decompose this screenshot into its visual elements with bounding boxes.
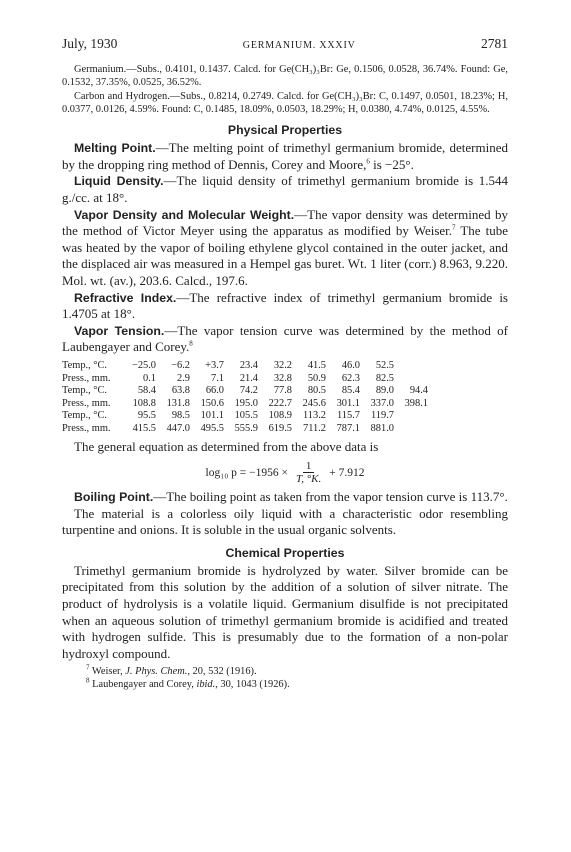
table-cell: 85.4 xyxy=(341,385,360,397)
table-cell: 447.0 xyxy=(166,422,190,434)
table-cell: 113.2 xyxy=(303,410,326,422)
footnote-ref-8: 8 xyxy=(189,339,193,348)
table-cell: 23.4 xyxy=(239,359,258,371)
footnote-8-journal: ibid. xyxy=(196,679,216,691)
table-cell xyxy=(394,423,428,436)
equation-denominator: T, °K. xyxy=(295,473,322,486)
table-cell: 222.7 xyxy=(268,397,292,409)
equation-numerator: 1 xyxy=(303,460,315,473)
table-cell: 7.1 xyxy=(211,372,224,384)
equation-fraction xyxy=(293,460,324,485)
vapor-density-paragraph xyxy=(62,207,508,290)
melting-point-paragraph xyxy=(62,140,508,173)
table-cell: 101.1 xyxy=(200,410,224,422)
table-cell: 52.5 xyxy=(375,359,394,371)
chemical-properties-text: Trimethyl germanium bromide is hydrolyzed by water. Silver bromide can be precipitated from this solution by the addition of a solution of silver nitrate. The product of hydrolysis is a volatile liquid. Germanium disulfide is not precipitated when an aqueous solution of trimethyl germanium bromide is acidified and treated with hydrogen sulfide. This is presumably due to the formation of a non-polar hydroxyl compound. xyxy=(62,562,508,661)
table-cell xyxy=(394,410,428,423)
table-cell: 62.3 xyxy=(341,372,360,384)
footnote-ref-6: 6 xyxy=(366,157,370,166)
footnote-7 xyxy=(86,665,508,678)
table-cell: 115.7 xyxy=(337,410,360,422)
table-row-label: Press., mm. xyxy=(62,422,111,434)
table-cell: 105.5 xyxy=(234,410,258,422)
table-cell: 32.2 xyxy=(273,359,292,371)
table-cell: 46.0 xyxy=(341,359,360,371)
table-cell: −6.2 xyxy=(171,359,190,371)
table-cell: 74.2 xyxy=(239,385,258,397)
equation-rhs: + 7.912 xyxy=(329,466,365,479)
melting-point-text: —The melting point of trimethyl germanium bromide, determined by the dropping ring method of Dennis, Corey and Moore, xyxy=(62,140,508,172)
vapor-density-text: —The vapor density was determined by the method of Victor Meyer using the apparatus as modified by Weiser. xyxy=(62,206,508,239)
table-cell: 108.8 xyxy=(132,397,156,409)
table-cell: 95.5 xyxy=(137,410,156,422)
vapor-tension-title: Vapor Tension. xyxy=(74,323,165,338)
table-cell: 337.0 xyxy=(370,397,394,409)
footnote-7-rest: , 20, 532 (1916). xyxy=(187,666,257,678)
table-cell: 82.5 xyxy=(375,372,394,384)
general-equation-intro: The general equation as determined from the above data is xyxy=(74,439,379,455)
table-cell: 881.0 xyxy=(370,422,394,434)
table-cell: 398.1 xyxy=(404,397,428,409)
chemical-properties-heading: Chemical Properties xyxy=(225,545,345,560)
refractive-index-paragraph xyxy=(62,290,508,323)
table-row xyxy=(62,410,428,423)
liquid-density-title: Liquid Density. xyxy=(74,174,164,189)
table-row-label: Temp., °C. xyxy=(62,385,107,397)
table-cell: 0.1 xyxy=(143,372,156,384)
table-row xyxy=(62,373,428,386)
journal-page xyxy=(62,36,508,691)
table-cell: 58.4 xyxy=(137,385,156,397)
table-cell: 32.8 xyxy=(273,372,292,384)
footnote-8-number: 8 xyxy=(86,676,90,685)
footnote-8-rest: , 30, 1043 (1926). xyxy=(215,679,290,691)
table-cell: 77.8 xyxy=(273,385,292,397)
footnotes xyxy=(62,665,508,691)
vapor-tension-table xyxy=(62,360,428,436)
table-cell: 150.6 xyxy=(200,397,224,409)
table-row xyxy=(62,360,428,373)
table-row-label: Press., mm. xyxy=(62,372,111,384)
footnote-8 xyxy=(86,678,508,691)
table-cell: 98.5 xyxy=(171,410,190,422)
table-row-label: Temp., °C. xyxy=(62,410,107,422)
physical-properties-heading: Physical Properties xyxy=(227,123,343,138)
table-cell: 119.7 xyxy=(371,410,394,422)
table-cell: 619.5 xyxy=(268,422,292,434)
table-cell: −25.0 xyxy=(131,359,156,371)
table-cell: 108.9 xyxy=(268,410,292,422)
table-cell: 555.9 xyxy=(234,422,258,434)
vapor-tension-equation xyxy=(62,460,508,485)
table-row-label: Press., mm. xyxy=(62,397,111,409)
table-cell: 301.1 xyxy=(336,397,360,409)
melting-point-value: is −25°. xyxy=(369,156,414,172)
table-cell: 21.4 xyxy=(239,372,258,384)
refractive-index-text: —The refractive index of trimethyl germanium bromide is 1.4705 at 18°. xyxy=(62,289,508,322)
footnote-7-journal: J. Phys. Chem. xyxy=(125,666,188,678)
table-cell xyxy=(394,360,428,373)
table-cell: 131.8 xyxy=(166,397,190,409)
table-cell: 89.0 xyxy=(375,385,394,397)
liquid-density-text: —The liquid density of trimethyl germanium bromide is 1.544 g./cc. at 18°. xyxy=(62,173,508,205)
table-cell: 2.9 xyxy=(177,372,190,384)
table-row xyxy=(62,398,428,411)
table-cell: 50.9 xyxy=(307,372,326,384)
material-description: The material is a colorless oily liquid with a characteristic odor resembling turpentine and onions. It is soluble in the usual organic solvents. xyxy=(62,505,508,538)
running-title: GERMANIUM. XXXIV xyxy=(242,40,356,51)
boiling-point-title: Boiling Point. xyxy=(74,490,154,505)
table-row-label: Temp., °C. xyxy=(62,359,107,371)
table-cell: 66.0 xyxy=(205,385,224,397)
germanium-analysis: Germanium.—Subs., 0.4101, 0.1437. Calcd. for Ge(CH₃)₃Br: Ge, 0.1506, 0.0528, 36.74%. Found: Ge, 0.1532, 37.35%, 0.0525, 36.52%. xyxy=(62,64,508,89)
page-header xyxy=(62,36,508,52)
refractive-index-title: Refractive Index. xyxy=(74,290,177,305)
footnote-7-author: Weiser, xyxy=(91,666,126,678)
table-cell: 94.4 xyxy=(409,385,428,397)
table-row xyxy=(62,423,428,436)
table-cell: 787.1 xyxy=(336,422,360,434)
table-cell: +3.7 xyxy=(205,359,224,371)
vapor-density-text-cont: The tube was heated by the vapor of boiling ethylene glycol contained in the outer jacket, and the displaced air was measured in a Hempel gas buret. Wt. 1 liter (corr.) 8.963, 9.220. Mol. wt. (av.), 203.6. Calcd., 197.6. xyxy=(62,223,508,288)
header-date: July, 1930 xyxy=(62,36,118,51)
equation-lhs: log₁₀ p = −1956 × xyxy=(205,466,288,479)
footnote-7-number: 7 xyxy=(86,663,90,672)
boiling-point-paragraph xyxy=(62,489,508,506)
table-cell: 195.0 xyxy=(234,397,258,409)
table-row xyxy=(62,385,428,398)
liquid-density-paragraph xyxy=(62,173,508,206)
footnote-8-author: Laubengayer and Corey, xyxy=(92,679,197,691)
footnote-ref-7: 7 xyxy=(452,223,456,232)
table-cell: 495.5 xyxy=(200,422,224,434)
table-cell: 245.6 xyxy=(302,397,326,409)
melting-point-title: Melting Point. xyxy=(74,141,156,156)
table-cell: 711.2 xyxy=(303,422,326,434)
table-cell xyxy=(394,373,428,386)
table-cell: 63.8 xyxy=(171,385,190,397)
boiling-point-text: —The boiling point as taken from the vapor tension curve is 113.7°. xyxy=(153,489,508,505)
table-cell: 41.5 xyxy=(307,359,326,371)
page-number: 2781 xyxy=(481,36,508,51)
table-cell: 80.5 xyxy=(307,385,326,397)
vapor-tension-text: —The vapor tension curve was determined by the method of Laubengayer and Corey. xyxy=(62,322,508,355)
carbon-hydrogen-analysis: Carbon and Hydrogen.—Subs., 0.8214, 0.2749. Calcd. for Ge(CH₃)₃Br: C, 0.1497, 0.0501, 18.23%; H, 0.0377, 0.0126, 4.59%. Found: C, 0.1485, 18.09%, 0.0503, 18.29%; H, 0.0380, 4.74%, 0.0125, 4.55%. xyxy=(62,90,508,115)
vapor-density-title: Vapor Density and Molecular Weight. xyxy=(74,207,295,222)
table-cell: 415.5 xyxy=(132,422,156,434)
vapor-tension-paragraph xyxy=(62,323,508,356)
